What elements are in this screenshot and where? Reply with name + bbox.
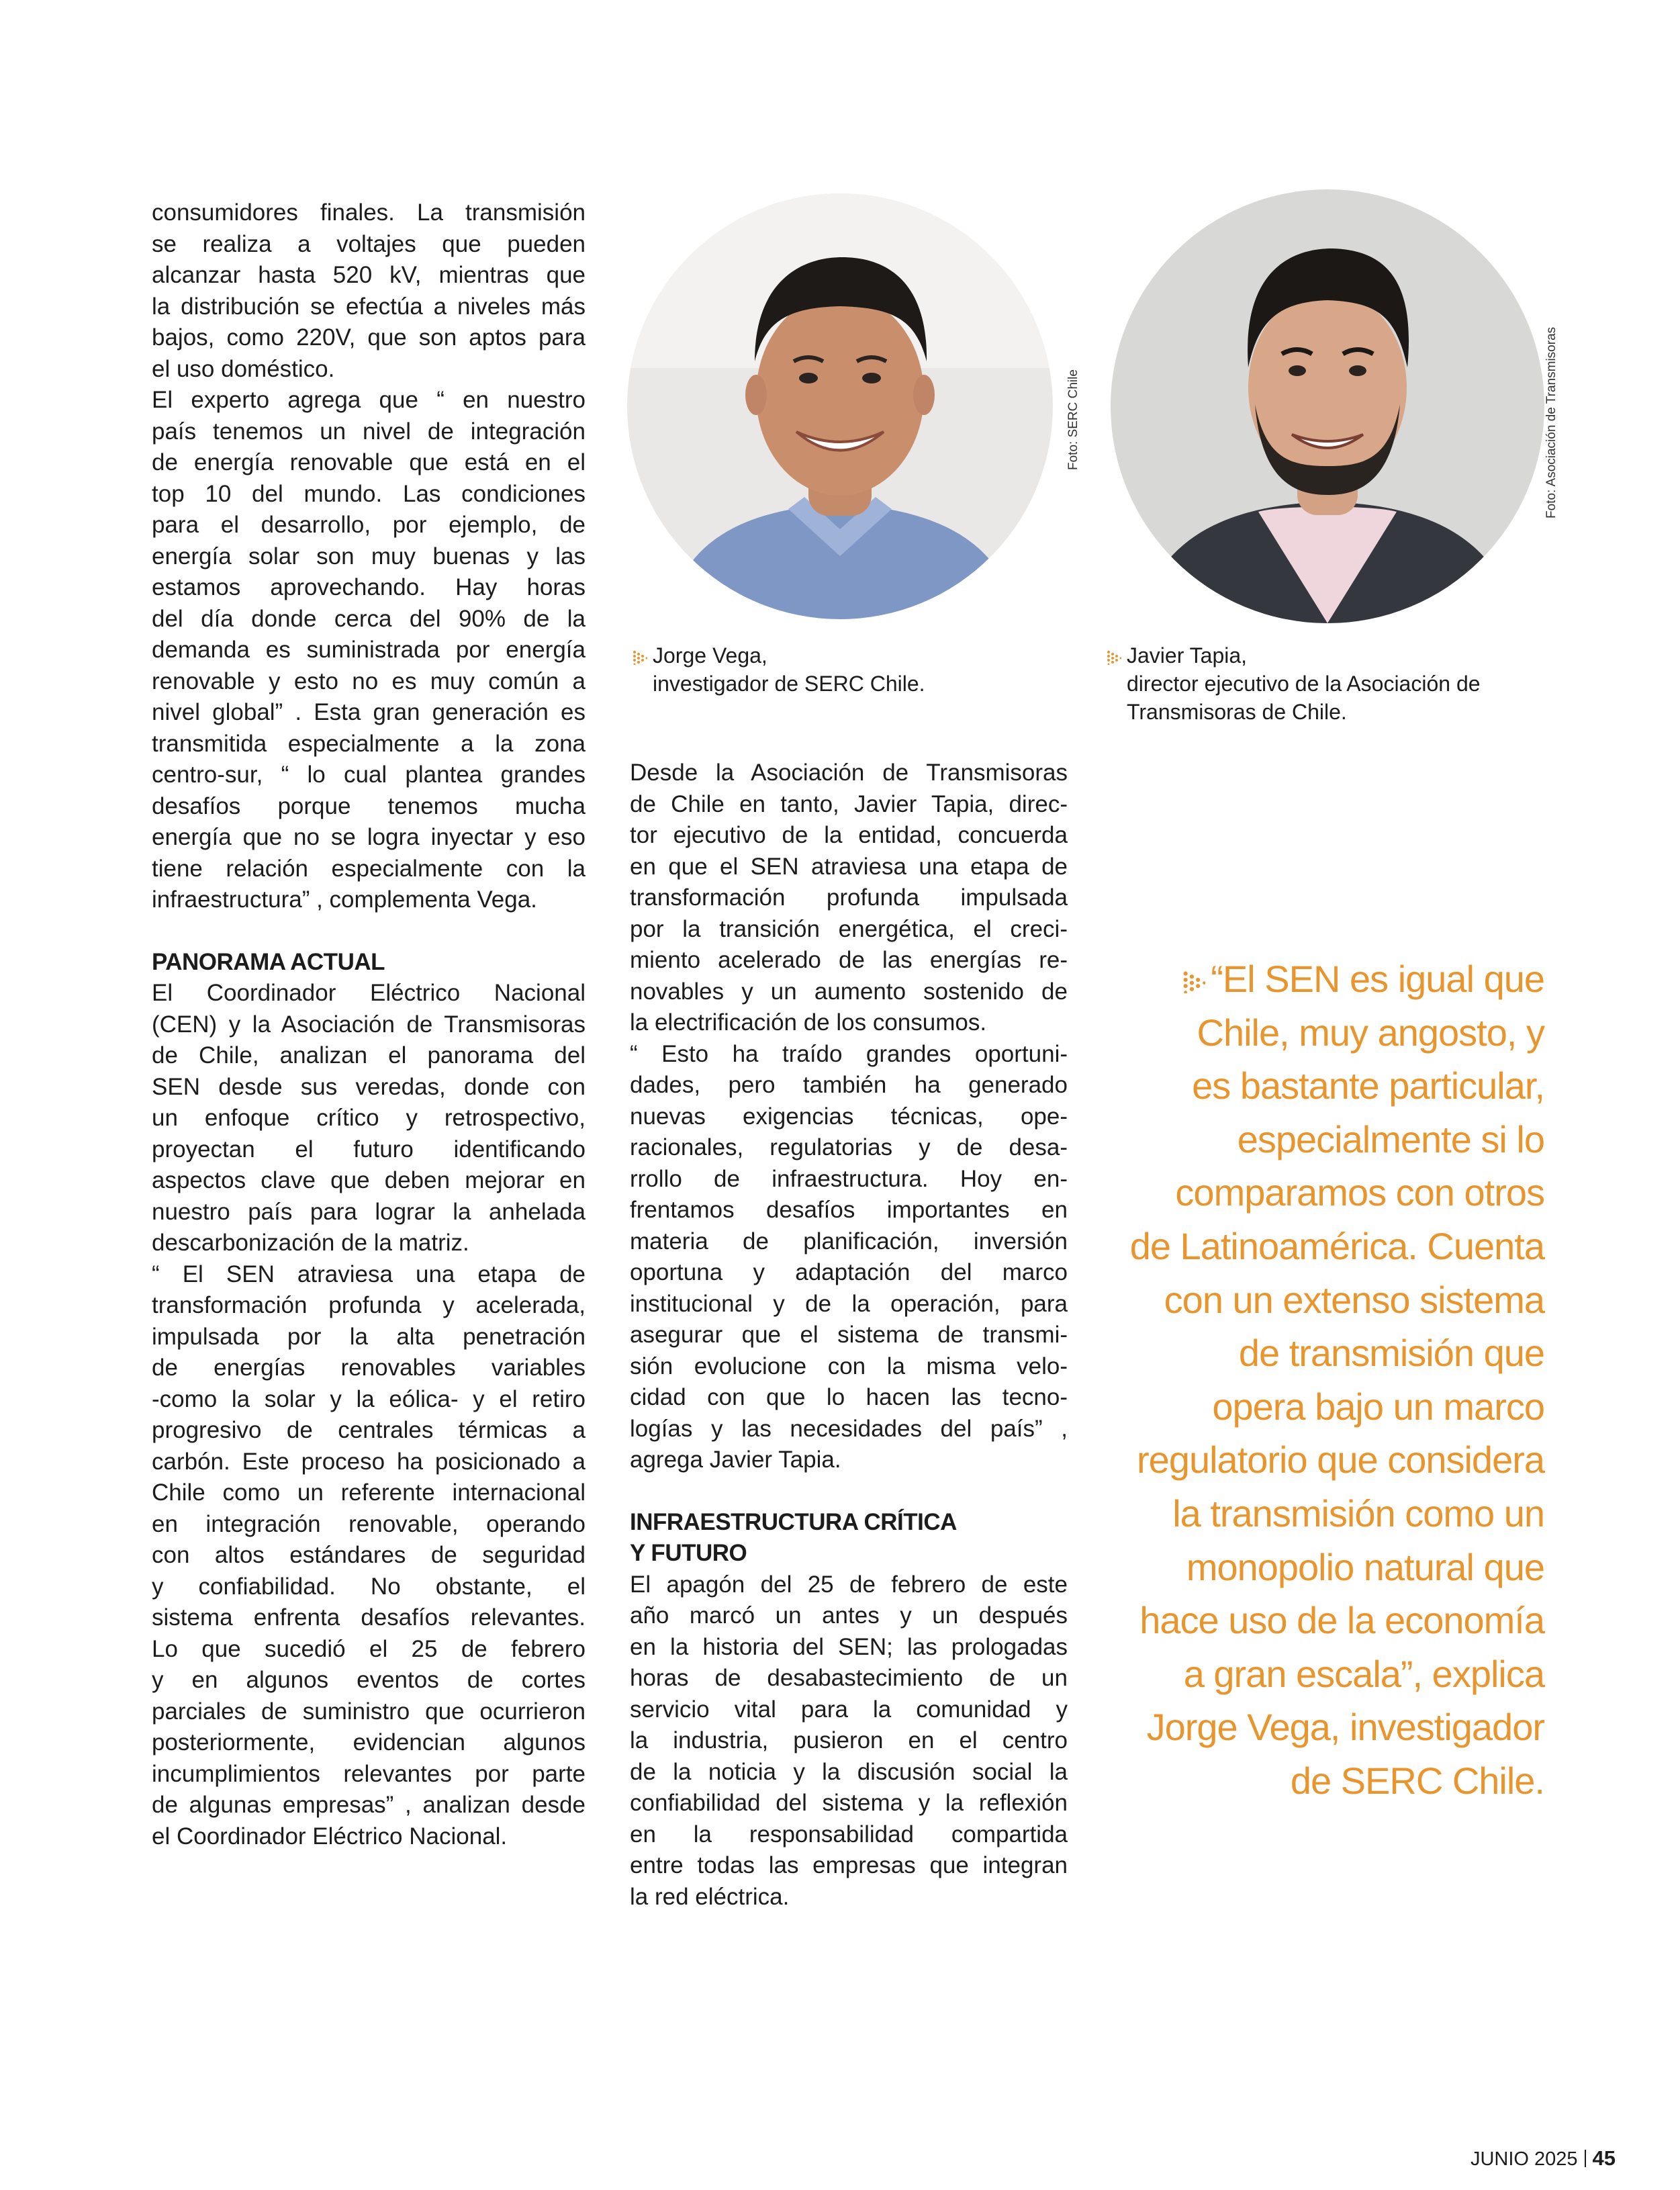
text-line: top 10 del mundo. Las condiciones <box>152 480 586 507</box>
right-eye <box>862 373 881 383</box>
dotted-arrow-icon <box>1107 650 1121 665</box>
pull-quote-line: regulatorio que considera <box>1137 1439 1544 1481</box>
footer-divider <box>1585 2150 1586 2167</box>
heading-line: INFRAESTRUCTURA CRÍTICA <box>630 1508 957 1535</box>
text-line: institucional y de la operación, para <box>630 1290 1068 1317</box>
text-line: incumplimientos relevantes por parte <box>152 1760 586 1787</box>
text-line: dades, pero también ha generado <box>630 1072 1068 1098</box>
paragraph <box>630 758 1068 1039</box>
caption-role-continued: Transmisoras de Chile. <box>1127 700 1347 724</box>
text-line: bajos, como 220V, que son aptos para <box>152 324 586 351</box>
pull-quote-line: con un extenso sistema <box>1164 1278 1544 1321</box>
text-line: consumidores finales. La transmisión <box>152 199 586 226</box>
caption-name: Jorge Vega, <box>653 643 767 668</box>
text-line: servicio vital para la comunidad y <box>630 1696 1068 1723</box>
text-line: alcanzar hasta 520 kV, mientras que <box>152 262 586 288</box>
text-line: la distribución se efectúa a niveles más <box>152 293 586 320</box>
pull-quote-text: “El SEN es igual que <box>1211 958 1544 1000</box>
text-line: de la noticia y la discusión social la <box>630 1758 1068 1785</box>
dotted-arrow-icon <box>633 650 647 665</box>
caption-name: Javier Tapia, <box>1127 643 1248 668</box>
text-line: logías y las necesidades del país” , <box>630 1415 1068 1442</box>
caption-role: investigador de SERC Chile. <box>653 672 925 696</box>
text-line: Chile como un referente internacional <box>152 1479 586 1506</box>
text-line: horas de desabastecimiento de un <box>630 1665 1068 1691</box>
caption-role: director ejecutivo de la Asociación de <box>1127 672 1481 696</box>
text-line: -como la solar y la eólica- y el retiro <box>152 1385 586 1412</box>
text-line: parciales de suministro que ocurrieron <box>152 1698 586 1725</box>
text-line: oportuna y adaptación del marco <box>630 1259 1068 1285</box>
paragraph <box>152 978 586 1259</box>
text-line: nuevas exigencias técnicas, ope- <box>630 1103 1068 1130</box>
text-line: con altos estándares de seguridad <box>152 1542 586 1568</box>
pull-quote-line: opera bajo un marco <box>1212 1385 1544 1428</box>
left-eye <box>1289 365 1306 376</box>
pull-quote-line: a gran escala”, explica <box>1183 1652 1544 1695</box>
text-line: de Chile, analizan el panorama del <box>152 1042 586 1068</box>
photo-credit-vega: Foto: SERC Chile <box>1066 369 1080 470</box>
section-heading <box>630 1507 1068 1569</box>
text-line: transformación profunda y acelerada, <box>152 1292 586 1318</box>
pull-quote-line: especialmente si lo <box>1237 1117 1544 1160</box>
caption-jorge-vega <box>633 641 925 698</box>
text-line: desafíos porque tenemos mucha <box>152 792 586 819</box>
text-line: impulsada por la alta penetración <box>152 1323 586 1350</box>
text-line: por la transición energética, el creci- <box>630 915 1068 942</box>
text-line: energía que no se logra inyectar y eso <box>152 824 586 850</box>
text-line: asegurar que el sistema de transmi- <box>630 1322 1068 1348</box>
text-line: tor ejecutivo de la entidad, concuerda <box>630 822 1068 848</box>
text-line: agrega Javier Tapia. <box>630 1447 841 1473</box>
page-number: 45 <box>1592 2146 1616 2170</box>
text-line: la industria, pusieron en el centro <box>630 1727 1068 1753</box>
text-line: de energía renovable que está en el <box>152 449 586 475</box>
text-line: miento acelerado de las energías re- <box>630 947 1068 973</box>
middle-text-column <box>630 758 1068 1913</box>
left-ear <box>745 375 767 415</box>
portrait-jorge-vega-image <box>627 193 1053 619</box>
text-line: y en algunos eventos de cortes <box>152 1667 586 1693</box>
caption-line <box>1107 641 1481 670</box>
caption-javier-tapia <box>1107 641 1481 726</box>
text-line: materia de planificación, inversión <box>630 1228 1068 1254</box>
text-line: “ El SEN atraviesa una etapa de <box>152 1261 586 1287</box>
issue-date: JUNIO 2025 <box>1470 2148 1578 2170</box>
pull-quote-line: de Latinoamérica. Cuenta <box>1129 1224 1544 1267</box>
pull-quote-line: comparamos con otros <box>1175 1171 1544 1214</box>
portrait-javier-tapia-image <box>1111 189 1544 623</box>
text-line: un enfoque crítico y retrospectivo, <box>152 1105 586 1131</box>
caption-line <box>633 641 925 670</box>
text-line: de Chile en tanto, Javier Tapia, direc- <box>630 790 1068 817</box>
text-line: y confiabilidad. No obstante, el <box>152 1573 586 1600</box>
right-eye <box>1349 365 1366 376</box>
text-line: sistema enfrenta desafíos relevantes. <box>152 1604 586 1631</box>
text-line: tiene relación especialmente con la <box>152 855 586 882</box>
page-footer <box>1471 2146 1616 2171</box>
text-line: la electrificación de los consumos. <box>630 1009 987 1036</box>
left-eye <box>799 373 818 383</box>
pull-quote-line: es bastante particular, <box>1192 1064 1544 1107</box>
text-line: SEN desde sus veredas, donde con <box>152 1073 586 1100</box>
text-line: El apagón del 25 de febrero de este <box>630 1571 1068 1598</box>
pull-quote <box>1115 952 1544 1808</box>
text-line: en la historia del SEN; las prologadas <box>630 1633 1068 1660</box>
pull-quote-line: hace uso de la economía <box>1139 1599 1544 1642</box>
text-line: proyectan el futuro identificando <box>152 1136 586 1162</box>
pull-quote-line: la transmisión como un <box>1172 1492 1544 1535</box>
text-line: el Coordinador Eléctrico Nacional. <box>152 1823 508 1850</box>
text-line: “ Esto ha traído grandes oportuni- <box>630 1040 1068 1067</box>
text-line: novables y un aumento sostenido de <box>630 978 1068 1005</box>
pull-quote-line: monopolio natural que <box>1186 1545 1544 1588</box>
text-line: progresivo de centrales térmicas a <box>152 1417 586 1443</box>
text-line: se realiza a voltajes que pueden <box>152 230 586 257</box>
text-line: en integración renovable, operando <box>152 1510 586 1537</box>
left-text-column <box>152 197 586 1852</box>
text-line: aspectos clave que deben mejorar en <box>152 1167 586 1193</box>
heading-line: Y FUTURO <box>630 1540 747 1566</box>
text-line: nivel global” . Esta gran generación es <box>152 699 586 725</box>
text-line: frentamos desafíos importantes en <box>630 1197 1068 1223</box>
text-line: demanda es suministrada por energía <box>152 637 586 663</box>
heading-line: PANORAMA ACTUAL <box>152 948 385 975</box>
text-line: Desde la Asociación de Transmisoras <box>630 760 1068 786</box>
text-line: en la responsabilidad compartida <box>630 1821 1068 1847</box>
text-line: Lo que sucedió el 25 de febrero <box>152 1635 586 1662</box>
text-line: del día donde cerca del 90% de la <box>152 605 586 632</box>
pull-quote-line: de transmisión que <box>1238 1332 1544 1375</box>
text-line: descarbonización de la matriz. <box>152 1230 469 1256</box>
text-line: transmitida especialmente a la zona <box>152 730 586 757</box>
pull-quote-line: Chile, muy angosto, y <box>1197 1011 1544 1054</box>
text-line: de energías renovables variables <box>152 1355 586 1381</box>
text-line: el uso doméstico. <box>152 355 335 382</box>
text-line: carbón. Este proceso ha posicionado a <box>152 1448 586 1475</box>
text-line: confiabilidad del sistema y la reflexión <box>630 1790 1068 1816</box>
text-line: estamos aprovechando. Hay horas <box>152 574 586 600</box>
paragraph <box>152 1259 586 1853</box>
text-line: infraestructura” , complementa Vega. <box>152 886 537 913</box>
text-line: rrollo de infraestructura. Hoy en- <box>630 1165 1068 1192</box>
text-line: posteriormente, evidencian algunos <box>152 1729 586 1755</box>
photo-credit-tapia: Foto: Asociación de Transmisoras <box>1544 326 1558 518</box>
text-line: racionales, regulatorias y de desa- <box>630 1134 1068 1160</box>
text-line: centro-sur, “ lo cual plantea grandes <box>152 762 586 788</box>
text-line: en que el SEN atraviesa una etapa de <box>630 853 1068 880</box>
right-ear <box>913 375 935 415</box>
text-line: cidad con que lo hacen las tecno- <box>630 1384 1068 1410</box>
text-line: transformación profunda impulsada <box>630 884 1068 911</box>
text-line: la red eléctrica. <box>630 1883 790 1910</box>
text-line: El experto agrega que “ en nuestro <box>152 387 586 413</box>
text-line: entre todas las empresas que integran <box>630 1852 1068 1878</box>
text-line: de algunas empresas” , analizan desde <box>152 1792 586 1818</box>
portrait-jorge-vega <box>627 193 1053 619</box>
dotted-arrow-icon <box>1182 970 1205 993</box>
paragraph <box>152 197 586 385</box>
pull-quote-line: de SERC Chile. <box>1290 1759 1544 1802</box>
text-line: año marcó un antes y un después <box>630 1602 1068 1629</box>
text-line: sión evolucione con la misma velo- <box>630 1353 1068 1379</box>
paragraph <box>152 385 586 916</box>
pull-quote-line <box>1115 952 1544 1006</box>
section-heading <box>152 947 586 978</box>
text-line: para el desarrollo, por ejemplo, de <box>152 512 586 538</box>
pull-quote-line: Jorge Vega, investigador <box>1146 1706 1544 1749</box>
text-line: nuestro país para lograr la anhelada <box>152 1198 586 1225</box>
text-line: El Coordinador Eléctrico Nacional <box>152 980 586 1006</box>
text-line: energía solar son muy buenas y las <box>152 543 586 569</box>
text-line: renovable y esto no es muy común a <box>152 668 586 694</box>
paragraph <box>630 1569 1068 1913</box>
face <box>756 294 924 496</box>
text-line: (CEN) y la Asociación de Transmisoras <box>152 1011 586 1038</box>
paragraph <box>630 1039 1068 1476</box>
portrait-javier-tapia <box>1111 189 1544 623</box>
text-line: país tenemos un nivel de integración <box>152 418 586 445</box>
